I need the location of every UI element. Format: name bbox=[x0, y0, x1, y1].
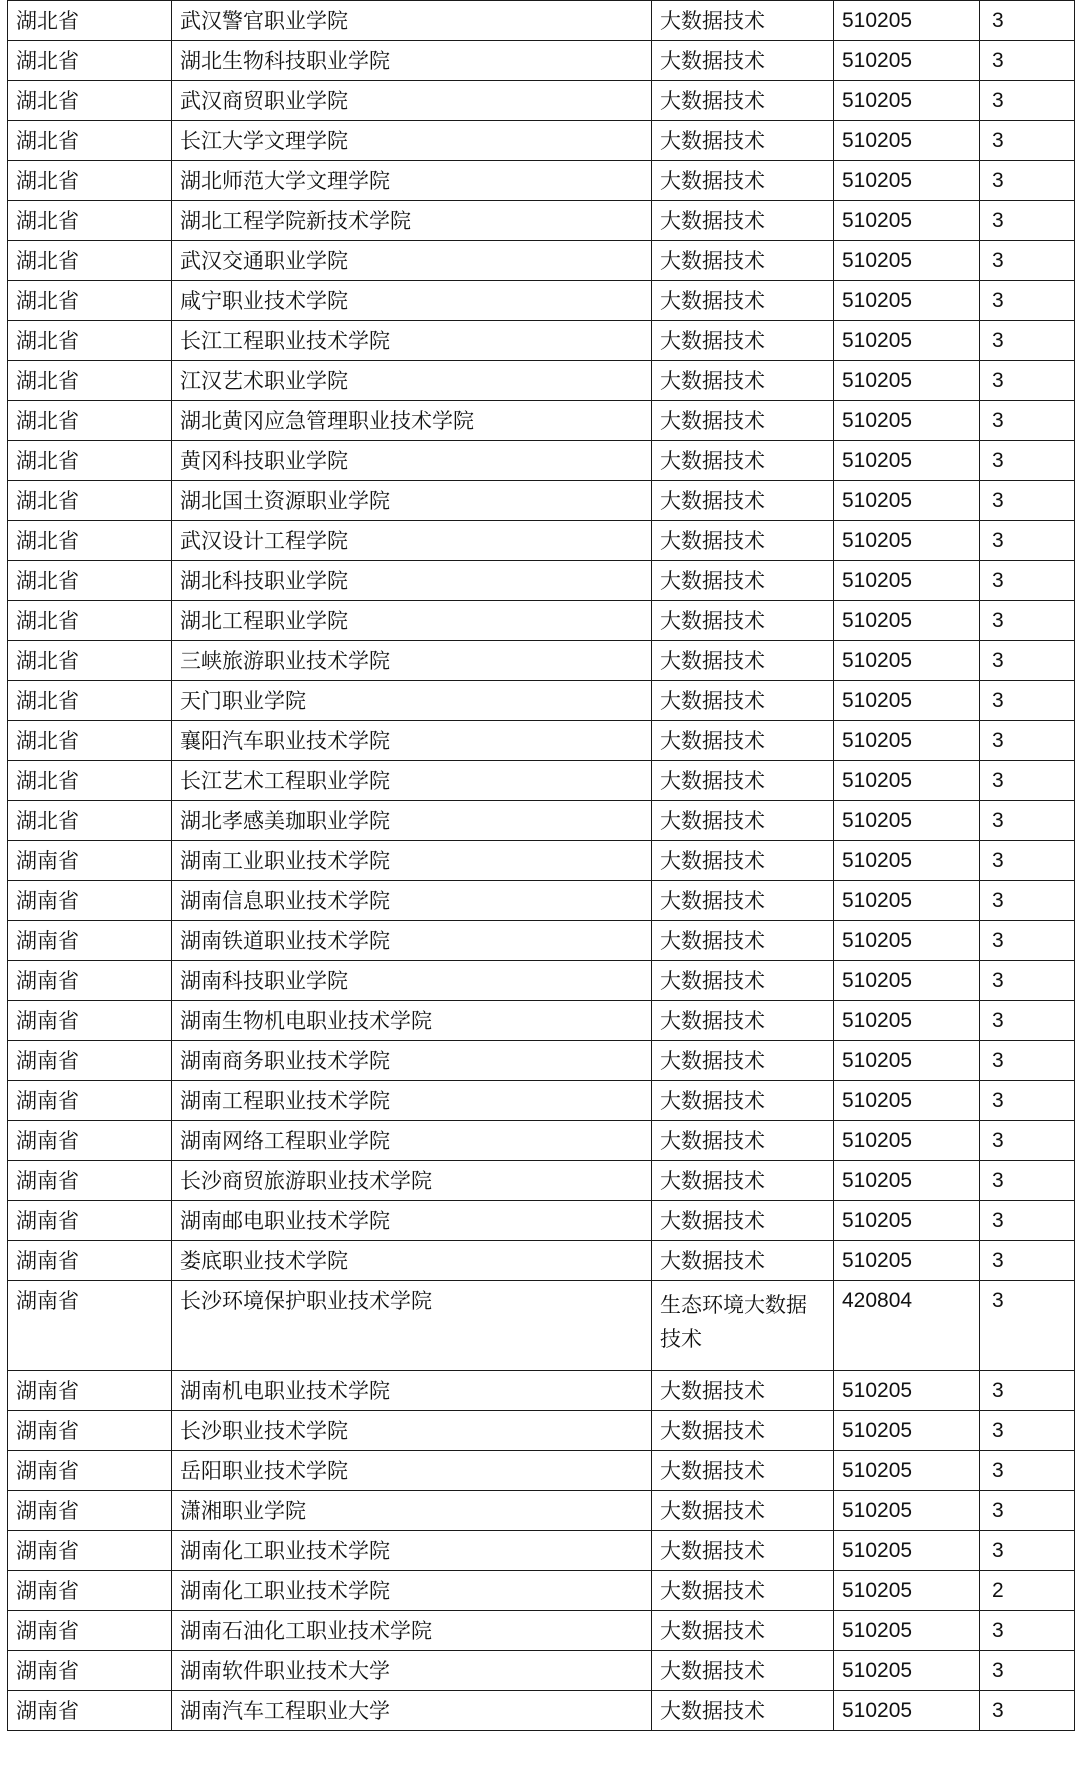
province-cell: 湖南省 bbox=[8, 1081, 172, 1121]
school-name-cell: 湖南网络工程职业学院 bbox=[172, 1121, 652, 1161]
school-name-cell: 湖南汽车工程职业大学 bbox=[172, 1691, 652, 1731]
major-code-cell: 510205 bbox=[834, 241, 980, 281]
school-name-cell: 武汉设计工程学院 bbox=[172, 521, 652, 561]
school-name-cell: 湖南机电职业技术学院 bbox=[172, 1371, 652, 1411]
duration-cell: 3 bbox=[980, 1041, 1075, 1081]
major-cell: 大数据技术 bbox=[652, 601, 834, 641]
major-code-cell: 510205 bbox=[834, 441, 980, 481]
major-cell: 大数据技术 bbox=[652, 441, 834, 481]
major-cell: 大数据技术 bbox=[652, 121, 834, 161]
province-cell: 湖南省 bbox=[8, 1161, 172, 1201]
major-cell: 大数据技术 bbox=[652, 1651, 834, 1691]
duration-cell: 3 bbox=[980, 1281, 1075, 1371]
major-cell: 大数据技术 bbox=[652, 801, 834, 841]
duration-cell: 3 bbox=[980, 441, 1075, 481]
duration-cell: 3 bbox=[980, 321, 1075, 361]
table-row bbox=[8, 521, 1075, 561]
province-cell: 湖南省 bbox=[8, 1611, 172, 1651]
school-name-cell: 湖南铁道职业技术学院 bbox=[172, 921, 652, 961]
table-row bbox=[8, 1281, 1075, 1371]
school-name-cell: 湖南工程职业技术学院 bbox=[172, 1081, 652, 1121]
table-row bbox=[8, 1651, 1075, 1691]
major-cell: 大数据技术 bbox=[652, 761, 834, 801]
duration-cell: 3 bbox=[980, 81, 1075, 121]
school-name-cell: 江汉艺术职业学院 bbox=[172, 361, 652, 401]
province-cell: 湖北省 bbox=[8, 81, 172, 121]
duration-cell: 3 bbox=[980, 1651, 1075, 1691]
province-cell: 湖南省 bbox=[8, 1371, 172, 1411]
school-name-cell: 潇湘职业学院 bbox=[172, 1491, 652, 1531]
major-cell: 大数据技术 bbox=[652, 921, 834, 961]
major-code-cell: 510205 bbox=[834, 1121, 980, 1161]
province-cell: 湖南省 bbox=[8, 921, 172, 961]
province-cell: 湖南省 bbox=[8, 1451, 172, 1491]
major-code-cell: 420804 bbox=[834, 1281, 980, 1371]
major-cell: 大数据技术 bbox=[652, 841, 834, 881]
province-cell: 湖北省 bbox=[8, 801, 172, 841]
school-name-cell: 三峡旅游职业技术学院 bbox=[172, 641, 652, 681]
school-name-cell: 武汉交通职业学院 bbox=[172, 241, 652, 281]
major-code-cell: 510205 bbox=[834, 641, 980, 681]
major-cell: 大数据技术 bbox=[652, 1, 834, 41]
major-cell: 大数据技术 bbox=[652, 41, 834, 81]
duration-cell: 3 bbox=[980, 401, 1075, 441]
school-name-cell: 咸宁职业技术学院 bbox=[172, 281, 652, 321]
major-code-cell: 510205 bbox=[834, 1491, 980, 1531]
duration-cell: 3 bbox=[980, 761, 1075, 801]
table-row bbox=[8, 201, 1075, 241]
province-cell: 湖南省 bbox=[8, 1491, 172, 1531]
province-cell: 湖北省 bbox=[8, 1, 172, 41]
province-cell: 湖北省 bbox=[8, 761, 172, 801]
table-row bbox=[8, 241, 1075, 281]
school-name-cell: 武汉警官职业学院 bbox=[172, 1, 652, 41]
major-code-cell: 510205 bbox=[834, 1651, 980, 1691]
major-cell: 大数据技术 bbox=[652, 281, 834, 321]
province-cell: 湖南省 bbox=[8, 1121, 172, 1161]
province-cell: 湖北省 bbox=[8, 561, 172, 601]
duration-cell: 3 bbox=[980, 281, 1075, 321]
duration-cell: 3 bbox=[980, 841, 1075, 881]
table-row bbox=[8, 1, 1075, 41]
table-row bbox=[8, 441, 1075, 481]
major-code-cell: 510205 bbox=[834, 1041, 980, 1081]
province-cell: 湖南省 bbox=[8, 1241, 172, 1281]
school-name-cell: 湖南化工职业技术学院 bbox=[172, 1571, 652, 1611]
province-cell: 湖南省 bbox=[8, 1691, 172, 1731]
major-code-cell: 510205 bbox=[834, 521, 980, 561]
province-cell: 湖南省 bbox=[8, 1571, 172, 1611]
duration-cell: 3 bbox=[980, 1081, 1075, 1121]
major-code-cell: 510205 bbox=[834, 961, 980, 1001]
table-row bbox=[8, 1411, 1075, 1451]
major-cell: 大数据技术 bbox=[652, 641, 834, 681]
major-cell: 大数据技术 bbox=[652, 201, 834, 241]
table-row bbox=[8, 161, 1075, 201]
duration-cell: 3 bbox=[980, 201, 1075, 241]
table-row bbox=[8, 841, 1075, 881]
major-code-cell: 510205 bbox=[834, 281, 980, 321]
major-code-cell: 510205 bbox=[834, 1, 980, 41]
province-cell: 湖北省 bbox=[8, 401, 172, 441]
province-cell: 湖南省 bbox=[8, 1201, 172, 1241]
major-code-cell: 510205 bbox=[834, 921, 980, 961]
table-row bbox=[8, 721, 1075, 761]
table-row bbox=[8, 321, 1075, 361]
duration-cell: 3 bbox=[980, 121, 1075, 161]
province-cell: 湖北省 bbox=[8, 241, 172, 281]
major-code-cell: 510205 bbox=[834, 201, 980, 241]
province-cell: 湖北省 bbox=[8, 321, 172, 361]
school-name-cell: 湖南科技职业学院 bbox=[172, 961, 652, 1001]
province-cell: 湖南省 bbox=[8, 1531, 172, 1571]
school-name-cell: 长江大学文理学院 bbox=[172, 121, 652, 161]
school-name-cell: 湖北黄冈应急管理职业技术学院 bbox=[172, 401, 652, 441]
major-code-cell: 510205 bbox=[834, 801, 980, 841]
major-cell: 大数据技术 bbox=[652, 1371, 834, 1411]
program-table bbox=[7, 0, 1075, 1731]
major-code-cell: 510205 bbox=[834, 81, 980, 121]
school-name-cell: 长沙商贸旅游职业技术学院 bbox=[172, 1161, 652, 1201]
major-code-cell: 510205 bbox=[834, 721, 980, 761]
province-cell: 湖北省 bbox=[8, 601, 172, 641]
major-cell: 大数据技术 bbox=[652, 881, 834, 921]
duration-cell: 3 bbox=[980, 1241, 1075, 1281]
major-code-cell: 510205 bbox=[834, 481, 980, 521]
province-cell: 湖北省 bbox=[8, 201, 172, 241]
major-cell: 大数据技术 bbox=[652, 241, 834, 281]
major-code-cell: 510205 bbox=[834, 1611, 980, 1651]
province-cell: 湖北省 bbox=[8, 281, 172, 321]
school-name-cell: 娄底职业技术学院 bbox=[172, 1241, 652, 1281]
school-name-cell: 湖南邮电职业技术学院 bbox=[172, 1201, 652, 1241]
table-row bbox=[8, 601, 1075, 641]
table-row bbox=[8, 81, 1075, 121]
province-cell: 湖南省 bbox=[8, 1651, 172, 1691]
major-code-cell: 510205 bbox=[834, 1691, 980, 1731]
major-cell: 大数据技术 bbox=[652, 1491, 834, 1531]
school-name-cell: 湖北工程职业学院 bbox=[172, 601, 652, 641]
duration-cell: 3 bbox=[980, 961, 1075, 1001]
province-cell: 湖北省 bbox=[8, 361, 172, 401]
school-name-cell: 湖北生物科技职业学院 bbox=[172, 41, 652, 81]
duration-cell: 3 bbox=[980, 1451, 1075, 1491]
duration-cell: 3 bbox=[980, 1491, 1075, 1531]
major-code-cell: 510205 bbox=[834, 321, 980, 361]
school-name-cell: 襄阳汽车职业技术学院 bbox=[172, 721, 652, 761]
province-cell: 湖北省 bbox=[8, 121, 172, 161]
duration-cell: 3 bbox=[980, 921, 1075, 961]
major-code-cell: 510205 bbox=[834, 601, 980, 641]
table-row bbox=[8, 801, 1075, 841]
school-name-cell: 湖南工业职业技术学院 bbox=[172, 841, 652, 881]
duration-cell: 3 bbox=[980, 1411, 1075, 1451]
major-code-cell: 510205 bbox=[834, 881, 980, 921]
major-code-cell: 510205 bbox=[834, 841, 980, 881]
duration-cell: 3 bbox=[980, 41, 1075, 81]
school-name-cell: 湖南软件职业技术大学 bbox=[172, 1651, 652, 1691]
major-code-cell: 510205 bbox=[834, 1531, 980, 1571]
duration-cell: 2 bbox=[980, 1571, 1075, 1611]
school-name-cell: 湖南化工职业技术学院 bbox=[172, 1531, 652, 1571]
major-cell: 大数据技术 bbox=[652, 321, 834, 361]
province-cell: 湖北省 bbox=[8, 481, 172, 521]
table-row bbox=[8, 1041, 1075, 1081]
duration-cell: 3 bbox=[980, 1531, 1075, 1571]
school-name-cell: 湖北工程学院新技术学院 bbox=[172, 201, 652, 241]
school-name-cell: 湖北国土资源职业学院 bbox=[172, 481, 652, 521]
province-cell: 湖南省 bbox=[8, 881, 172, 921]
province-cell: 湖北省 bbox=[8, 441, 172, 481]
major-cell: 大数据技术 bbox=[652, 521, 834, 561]
school-name-cell: 湖南生物机电职业技术学院 bbox=[172, 1001, 652, 1041]
province-cell: 湖南省 bbox=[8, 841, 172, 881]
table-row bbox=[8, 1611, 1075, 1651]
major-cell: 大数据技术 bbox=[652, 1201, 834, 1241]
table-row bbox=[8, 1531, 1075, 1571]
school-name-cell: 湖北孝感美珈职业学院 bbox=[172, 801, 652, 841]
table-row bbox=[8, 1201, 1075, 1241]
duration-cell: 3 bbox=[980, 1611, 1075, 1651]
province-cell: 湖南省 bbox=[8, 1001, 172, 1041]
major-cell: 大数据技术 bbox=[652, 721, 834, 761]
duration-cell: 3 bbox=[980, 1, 1075, 41]
school-name-cell: 湖南石油化工职业技术学院 bbox=[172, 1611, 652, 1651]
major-cell: 大数据技术 bbox=[652, 361, 834, 401]
duration-cell: 3 bbox=[980, 681, 1075, 721]
school-name-cell: 天门职业学院 bbox=[172, 681, 652, 721]
province-cell: 湖南省 bbox=[8, 1411, 172, 1451]
major-code-cell: 510205 bbox=[834, 1161, 980, 1201]
major-cell: 大数据技术 bbox=[652, 401, 834, 441]
table-row bbox=[8, 1161, 1075, 1201]
major-cell: 大数据技术 bbox=[652, 161, 834, 201]
major-cell: 大数据技术 bbox=[652, 81, 834, 121]
table-row bbox=[8, 1371, 1075, 1411]
major-code-cell: 510205 bbox=[834, 1081, 980, 1121]
table-row bbox=[8, 641, 1075, 681]
school-name-cell: 长江工程职业技术学院 bbox=[172, 321, 652, 361]
major-code-cell: 510205 bbox=[834, 1451, 980, 1491]
major-code-cell: 510205 bbox=[834, 361, 980, 401]
major-code-cell: 510205 bbox=[834, 1411, 980, 1451]
table-row bbox=[8, 561, 1075, 601]
school-name-cell: 湖北科技职业学院 bbox=[172, 561, 652, 601]
province-cell: 湖北省 bbox=[8, 721, 172, 761]
major-code-cell: 510205 bbox=[834, 1241, 980, 1281]
table-row bbox=[8, 121, 1075, 161]
major-cell: 大数据技术 bbox=[652, 681, 834, 721]
table-row bbox=[8, 1241, 1075, 1281]
major-cell: 大数据技术 bbox=[652, 1001, 834, 1041]
table-row bbox=[8, 1491, 1075, 1531]
school-name-cell: 长沙环境保护职业技术学院 bbox=[172, 1281, 652, 1371]
table-row bbox=[8, 761, 1075, 801]
duration-cell: 3 bbox=[980, 881, 1075, 921]
duration-cell: 3 bbox=[980, 521, 1075, 561]
table-row bbox=[8, 1571, 1075, 1611]
duration-cell: 3 bbox=[980, 1201, 1075, 1241]
province-cell: 湖北省 bbox=[8, 641, 172, 681]
major-code-cell: 510205 bbox=[834, 1371, 980, 1411]
major-cell: 大数据技术 bbox=[652, 961, 834, 1001]
table-row bbox=[8, 1121, 1075, 1161]
major-cell: 大数据技术 bbox=[652, 1411, 834, 1451]
duration-cell: 3 bbox=[980, 361, 1075, 401]
school-name-cell: 长沙职业技术学院 bbox=[172, 1411, 652, 1451]
major-cell: 大数据技术 bbox=[652, 561, 834, 601]
major-cell: 生态环境大数据技术 bbox=[652, 1281, 834, 1371]
major-cell: 大数据技术 bbox=[652, 1121, 834, 1161]
province-cell: 湖北省 bbox=[8, 521, 172, 561]
province-cell: 湖南省 bbox=[8, 1041, 172, 1081]
table-row bbox=[8, 361, 1075, 401]
table-row bbox=[8, 41, 1075, 81]
duration-cell: 3 bbox=[980, 1121, 1075, 1161]
major-code-cell: 510205 bbox=[834, 401, 980, 441]
province-cell: 湖北省 bbox=[8, 41, 172, 81]
school-name-cell: 湖北师范大学文理学院 bbox=[172, 161, 652, 201]
table-row bbox=[8, 921, 1075, 961]
major-cell: 大数据技术 bbox=[652, 1611, 834, 1651]
table-row bbox=[8, 681, 1075, 721]
major-code-cell: 510205 bbox=[834, 1571, 980, 1611]
duration-cell: 3 bbox=[980, 641, 1075, 681]
province-cell: 湖北省 bbox=[8, 161, 172, 201]
province-cell: 湖北省 bbox=[8, 681, 172, 721]
major-cell: 大数据技术 bbox=[652, 1161, 834, 1201]
table-row bbox=[8, 1001, 1075, 1041]
duration-cell: 3 bbox=[980, 1691, 1075, 1731]
duration-cell: 3 bbox=[980, 601, 1075, 641]
major-code-cell: 510205 bbox=[834, 761, 980, 801]
major-cell: 大数据技术 bbox=[652, 1241, 834, 1281]
table-row bbox=[8, 401, 1075, 441]
major-code-cell: 510205 bbox=[834, 41, 980, 81]
duration-cell: 3 bbox=[980, 161, 1075, 201]
duration-cell: 3 bbox=[980, 1001, 1075, 1041]
province-cell: 湖南省 bbox=[8, 961, 172, 1001]
table-body bbox=[8, 1, 1075, 1731]
table-row bbox=[8, 961, 1075, 1001]
major-cell: 大数据技术 bbox=[652, 1571, 834, 1611]
major-cell: 大数据技术 bbox=[652, 1531, 834, 1571]
major-cell: 大数据技术 bbox=[652, 1691, 834, 1731]
major-code-cell: 510205 bbox=[834, 121, 980, 161]
major-code-cell: 510205 bbox=[834, 1201, 980, 1241]
table-row bbox=[8, 1451, 1075, 1491]
major-cell: 大数据技术 bbox=[652, 481, 834, 521]
school-name-cell: 湖南商务职业技术学院 bbox=[172, 1041, 652, 1081]
major-code-cell: 510205 bbox=[834, 1001, 980, 1041]
major-cell: 大数据技术 bbox=[652, 1081, 834, 1121]
table-row bbox=[8, 481, 1075, 521]
school-name-cell: 武汉商贸职业学院 bbox=[172, 81, 652, 121]
duration-cell: 3 bbox=[980, 481, 1075, 521]
duration-cell: 3 bbox=[980, 241, 1075, 281]
major-code-cell: 510205 bbox=[834, 681, 980, 721]
table-row bbox=[8, 881, 1075, 921]
school-name-cell: 湖南信息职业技术学院 bbox=[172, 881, 652, 921]
table-row bbox=[8, 281, 1075, 321]
school-name-cell: 长江艺术工程职业学院 bbox=[172, 761, 652, 801]
school-name-cell: 黄冈科技职业学院 bbox=[172, 441, 652, 481]
major-cell: 大数据技术 bbox=[652, 1041, 834, 1081]
duration-cell: 3 bbox=[980, 1371, 1075, 1411]
province-cell: 湖南省 bbox=[8, 1281, 172, 1371]
major-code-cell: 510205 bbox=[834, 161, 980, 201]
duration-cell: 3 bbox=[980, 721, 1075, 761]
duration-cell: 3 bbox=[980, 801, 1075, 841]
major-code-cell: 510205 bbox=[834, 561, 980, 601]
major-cell: 大数据技术 bbox=[652, 1451, 834, 1491]
duration-cell: 3 bbox=[980, 1161, 1075, 1201]
table-row bbox=[8, 1081, 1075, 1121]
table-row bbox=[8, 1691, 1075, 1731]
duration-cell: 3 bbox=[980, 561, 1075, 601]
school-name-cell: 岳阳职业技术学院 bbox=[172, 1451, 652, 1491]
